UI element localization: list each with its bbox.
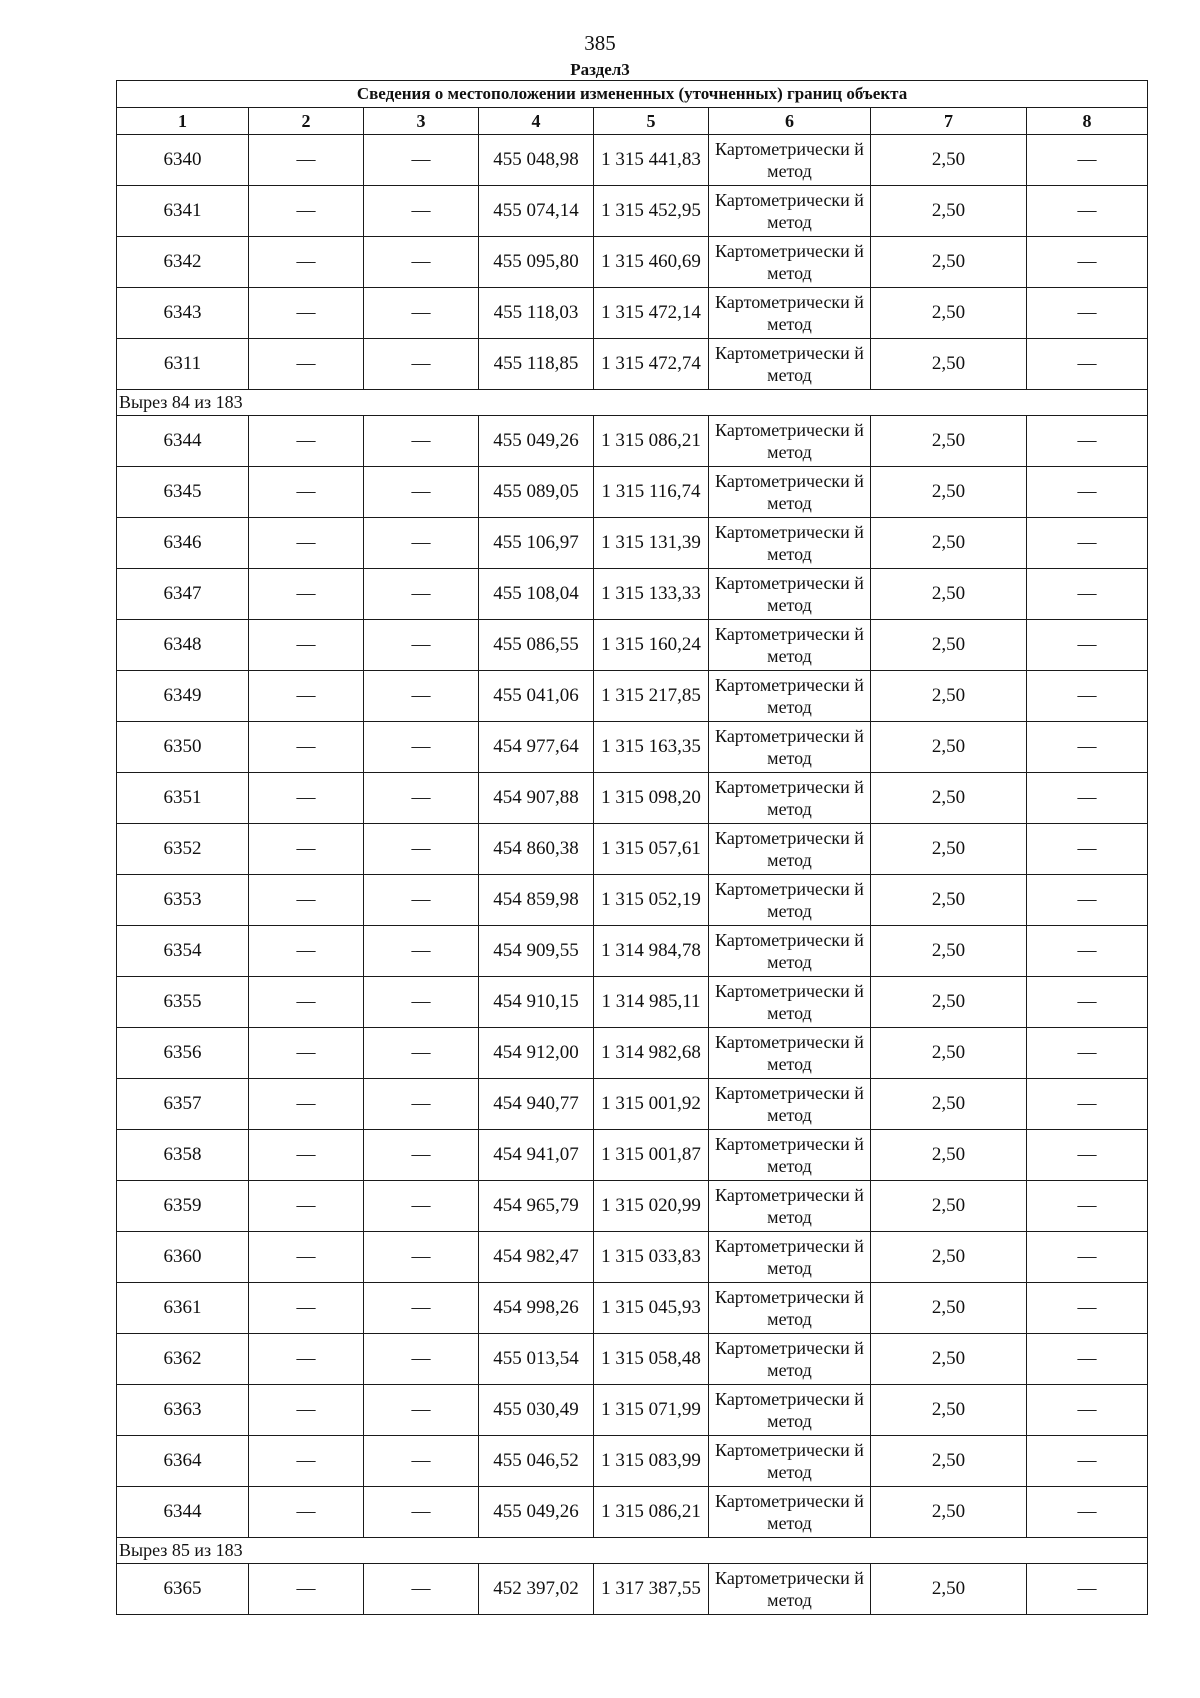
accuracy-cell: 2,50 <box>871 620 1027 671</box>
method-cell: Картометрически й метод <box>709 1028 871 1079</box>
dash-cell: — <box>364 288 479 339</box>
dash-cell: — <box>1027 1334 1148 1385</box>
column-header: 1 <box>117 108 249 135</box>
table-row <box>117 824 1148 875</box>
table-row <box>117 722 1148 773</box>
dash-cell: — <box>1027 416 1148 467</box>
dash-cell: — <box>364 620 479 671</box>
method-cell: Картометрически й метод <box>709 1436 871 1487</box>
dash-cell: — <box>364 926 479 977</box>
method-cell: Картометрически й метод <box>709 722 871 773</box>
accuracy-cell: 2,50 <box>871 1028 1027 1079</box>
dash-cell: — <box>249 288 364 339</box>
accuracy-cell: 2,50 <box>871 1334 1027 1385</box>
point-number-cell: 6342 <box>117 237 249 288</box>
method-cell: Картометрически й метод <box>709 620 871 671</box>
accuracy-cell: 2,50 <box>871 1130 1027 1181</box>
table-row <box>117 237 1148 288</box>
dash-cell: — <box>364 1079 479 1130</box>
dash-cell: — <box>364 1028 479 1079</box>
column-header: 5 <box>594 108 709 135</box>
dash-cell: — <box>364 875 479 926</box>
method-cell: Картометрически й метод <box>709 773 871 824</box>
dash-cell: — <box>364 1564 479 1615</box>
dash-cell: — <box>249 1130 364 1181</box>
y-coordinate-cell: 1 315 160,24 <box>594 620 709 671</box>
y-coordinate-cell: 1 315 001,92 <box>594 1079 709 1130</box>
table-row <box>117 773 1148 824</box>
method-cell: Картометрически й метод <box>709 671 871 722</box>
method-cell: Картометрически й метод <box>709 977 871 1028</box>
accuracy-cell: 2,50 <box>871 875 1027 926</box>
dash-cell: — <box>249 977 364 1028</box>
column-header: 6 <box>709 108 871 135</box>
dash-cell: — <box>1027 288 1148 339</box>
x-coordinate-cell: 454 907,88 <box>479 773 594 824</box>
point-number-cell: 6358 <box>117 1130 249 1181</box>
y-coordinate-cell: 1 315 133,33 <box>594 569 709 620</box>
dash-cell: — <box>249 518 364 569</box>
x-coordinate-cell: 454 860,38 <box>479 824 594 875</box>
x-coordinate-cell: 454 965,79 <box>479 1181 594 1232</box>
column-header: 8 <box>1027 108 1148 135</box>
accuracy-cell: 2,50 <box>871 237 1027 288</box>
page-number: 385 <box>584 31 616 55</box>
point-number-cell: 6356 <box>117 1028 249 1079</box>
dash-cell: — <box>249 620 364 671</box>
table-row <box>117 1564 1148 1615</box>
x-coordinate-cell: 455 049,26 <box>479 1487 594 1538</box>
x-coordinate-cell: 455 095,80 <box>479 237 594 288</box>
dash-cell: — <box>1027 569 1148 620</box>
table-body <box>117 135 1148 1615</box>
y-coordinate-cell: 1 315 052,19 <box>594 875 709 926</box>
dash-cell: — <box>1027 1181 1148 1232</box>
y-coordinate-cell: 1 315 057,61 <box>594 824 709 875</box>
segment-label: Вырез 84 из 183 <box>117 390 1148 416</box>
point-number-cell: 6346 <box>117 518 249 569</box>
table-row <box>117 1334 1148 1385</box>
column-numbers-row <box>117 108 1148 135</box>
point-number-cell: 6353 <box>117 875 249 926</box>
x-coordinate-cell: 455 013,54 <box>479 1334 594 1385</box>
table-row <box>117 1385 1148 1436</box>
dash-cell: — <box>249 773 364 824</box>
dash-cell: — <box>1027 977 1148 1028</box>
point-number-cell: 6343 <box>117 288 249 339</box>
y-coordinate-cell: 1 315 086,21 <box>594 416 709 467</box>
dash-cell: — <box>1027 1079 1148 1130</box>
section-title: Раздел3 <box>570 60 630 79</box>
dash-cell: — <box>364 1436 479 1487</box>
y-coordinate-cell: 1 315 163,35 <box>594 722 709 773</box>
dash-cell: — <box>364 518 479 569</box>
x-coordinate-cell: 454 940,77 <box>479 1079 594 1130</box>
dash-cell: — <box>364 773 479 824</box>
x-coordinate-cell: 454 910,15 <box>479 977 594 1028</box>
accuracy-cell: 2,50 <box>871 1564 1027 1615</box>
point-number-cell: 6352 <box>117 824 249 875</box>
point-number-cell: 6362 <box>117 1334 249 1385</box>
x-coordinate-cell: 454 998,26 <box>479 1283 594 1334</box>
dash-cell: — <box>1027 824 1148 875</box>
table-row <box>117 1487 1148 1538</box>
dash-cell: — <box>249 926 364 977</box>
dash-cell: — <box>364 824 479 875</box>
dash-cell: — <box>249 237 364 288</box>
dash-cell: — <box>249 1564 364 1615</box>
accuracy-cell: 2,50 <box>871 186 1027 237</box>
table-row <box>117 288 1148 339</box>
point-number-cell: 6341 <box>117 186 249 237</box>
x-coordinate-cell: 455 041,06 <box>479 671 594 722</box>
dash-cell: — <box>1027 1487 1148 1538</box>
table-row <box>117 569 1148 620</box>
dash-cell: — <box>364 722 479 773</box>
method-cell: Картометрически й метод <box>709 1283 871 1334</box>
accuracy-cell: 2,50 <box>871 773 1027 824</box>
dash-cell: — <box>249 722 364 773</box>
table-row <box>117 1232 1148 1283</box>
method-cell: Картометрически й метод <box>709 288 871 339</box>
table-row <box>117 875 1148 926</box>
method-cell: Картометрически й метод <box>709 1130 871 1181</box>
dash-cell: — <box>1027 237 1148 288</box>
dash-cell: — <box>249 671 364 722</box>
y-coordinate-cell: 1 315 441,83 <box>594 135 709 186</box>
table-row <box>117 1283 1148 1334</box>
accuracy-cell: 2,50 <box>871 135 1027 186</box>
y-coordinate-cell: 1 315 098,20 <box>594 773 709 824</box>
dash-cell: — <box>1027 1028 1148 1079</box>
dash-cell: — <box>1027 1385 1148 1436</box>
accuracy-cell: 2,50 <box>871 1283 1027 1334</box>
table-caption-row <box>117 81 1148 108</box>
table-row <box>117 1130 1148 1181</box>
point-number-cell: 6359 <box>117 1181 249 1232</box>
method-cell: Картометрически й метод <box>709 467 871 518</box>
method-cell: Картометрически й метод <box>709 135 871 186</box>
dash-cell: — <box>1027 467 1148 518</box>
accuracy-cell: 2,50 <box>871 671 1027 722</box>
table-row <box>117 1028 1148 1079</box>
y-coordinate-cell: 1 314 984,78 <box>594 926 709 977</box>
point-number-cell: 6360 <box>117 1232 249 1283</box>
method-cell: Картометрически й метод <box>709 1232 871 1283</box>
dash-cell: — <box>364 1181 479 1232</box>
y-coordinate-cell: 1 315 058,48 <box>594 1334 709 1385</box>
accuracy-cell: 2,50 <box>871 467 1027 518</box>
method-cell: Картометрически й метод <box>709 518 871 569</box>
method-cell: Картометрически й метод <box>709 824 871 875</box>
y-coordinate-cell: 1 315 083,99 <box>594 1436 709 1487</box>
dash-cell: — <box>364 467 479 518</box>
y-coordinate-cell: 1 315 472,14 <box>594 288 709 339</box>
y-coordinate-cell: 1 314 982,68 <box>594 1028 709 1079</box>
boundary-coordinates-table <box>116 80 1148 1615</box>
y-coordinate-cell: 1 315 086,21 <box>594 1487 709 1538</box>
y-coordinate-cell: 1 315 033,83 <box>594 1232 709 1283</box>
x-coordinate-cell: 455 118,03 <box>479 288 594 339</box>
dash-cell: — <box>364 1385 479 1436</box>
table-row <box>117 186 1148 237</box>
y-coordinate-cell: 1 315 071,99 <box>594 1385 709 1436</box>
method-cell: Картометрически й метод <box>709 1564 871 1615</box>
dash-cell: — <box>1027 620 1148 671</box>
point-number-cell: 6311 <box>117 339 249 390</box>
y-coordinate-cell: 1 315 452,95 <box>594 186 709 237</box>
dash-cell: — <box>249 1079 364 1130</box>
method-cell: Картометрически й метод <box>709 1334 871 1385</box>
dash-cell: — <box>249 1283 364 1334</box>
dash-cell: — <box>1027 1436 1148 1487</box>
dash-cell: — <box>249 1181 364 1232</box>
dash-cell: — <box>249 416 364 467</box>
accuracy-cell: 2,50 <box>871 977 1027 1028</box>
x-coordinate-cell: 455 074,14 <box>479 186 594 237</box>
table-row <box>117 1181 1148 1232</box>
dash-cell: — <box>1027 518 1148 569</box>
point-number-cell: 6345 <box>117 467 249 518</box>
y-coordinate-cell: 1 315 460,69 <box>594 237 709 288</box>
dash-cell: — <box>1027 186 1148 237</box>
y-coordinate-cell: 1 317 387,55 <box>594 1564 709 1615</box>
dash-cell: — <box>364 339 479 390</box>
x-coordinate-cell: 454 912,00 <box>479 1028 594 1079</box>
dash-cell: — <box>364 1232 479 1283</box>
accuracy-cell: 2,50 <box>871 569 1027 620</box>
accuracy-cell: 2,50 <box>871 339 1027 390</box>
accuracy-cell: 2,50 <box>871 1181 1027 1232</box>
dash-cell: — <box>249 1487 364 1538</box>
table-row <box>117 671 1148 722</box>
dash-cell: — <box>1027 1283 1148 1334</box>
point-number-cell: 6355 <box>117 977 249 1028</box>
y-coordinate-cell: 1 315 020,99 <box>594 1181 709 1232</box>
y-coordinate-cell: 1 315 131,39 <box>594 518 709 569</box>
dash-cell: — <box>1027 1130 1148 1181</box>
table-row <box>117 467 1148 518</box>
point-number-cell: 6354 <box>117 926 249 977</box>
table-row <box>117 977 1148 1028</box>
accuracy-cell: 2,50 <box>871 1385 1027 1436</box>
table-row <box>117 135 1148 186</box>
column-header: 7 <box>871 108 1027 135</box>
dash-cell: — <box>364 186 479 237</box>
x-coordinate-cell: 454 859,98 <box>479 875 594 926</box>
point-number-cell: 6365 <box>117 1564 249 1615</box>
dash-cell: — <box>364 416 479 467</box>
x-coordinate-cell: 455 086,55 <box>479 620 594 671</box>
dash-cell: — <box>249 1436 364 1487</box>
y-coordinate-cell: 1 315 001,87 <box>594 1130 709 1181</box>
x-coordinate-cell: 454 977,64 <box>479 722 594 773</box>
dash-cell: — <box>1027 722 1148 773</box>
dash-cell: — <box>364 671 479 722</box>
dash-cell: — <box>249 569 364 620</box>
dash-cell: — <box>1027 135 1148 186</box>
x-coordinate-cell: 455 049,26 <box>479 416 594 467</box>
accuracy-cell: 2,50 <box>871 722 1027 773</box>
dash-cell: — <box>1027 773 1148 824</box>
dash-cell: — <box>364 1283 479 1334</box>
dash-cell: — <box>1027 875 1148 926</box>
segment-label: Вырез 85 из 183 <box>117 1538 1148 1564</box>
x-coordinate-cell: 452 397,02 <box>479 1564 594 1615</box>
point-number-cell: 6344 <box>117 416 249 467</box>
method-cell: Картометрически й метод <box>709 186 871 237</box>
x-coordinate-cell: 455 108,04 <box>479 569 594 620</box>
method-cell: Картометрически й метод <box>709 1487 871 1538</box>
y-coordinate-cell: 1 315 045,93 <box>594 1283 709 1334</box>
dash-cell: — <box>249 1028 364 1079</box>
dash-cell: — <box>249 1232 364 1283</box>
accuracy-cell: 2,50 <box>871 926 1027 977</box>
point-number-cell: 6364 <box>117 1436 249 1487</box>
dash-cell: — <box>249 824 364 875</box>
dash-cell: — <box>364 237 479 288</box>
point-number-cell: 6340 <box>117 135 249 186</box>
point-number-cell: 6349 <box>117 671 249 722</box>
dash-cell: — <box>1027 1564 1148 1615</box>
method-cell: Картометрически й метод <box>709 875 871 926</box>
y-coordinate-cell: 1 315 116,74 <box>594 467 709 518</box>
dash-cell: — <box>1027 339 1148 390</box>
method-cell: Картометрически й метод <box>709 1079 871 1130</box>
x-coordinate-cell: 455 118,85 <box>479 339 594 390</box>
column-header: 4 <box>479 108 594 135</box>
point-number-cell: 6351 <box>117 773 249 824</box>
dash-cell: — <box>249 467 364 518</box>
x-coordinate-cell: 455 089,05 <box>479 467 594 518</box>
dash-cell: — <box>364 1487 479 1538</box>
y-coordinate-cell: 1 314 985,11 <box>594 977 709 1028</box>
accuracy-cell: 2,50 <box>871 416 1027 467</box>
x-coordinate-cell: 454 941,07 <box>479 1130 594 1181</box>
x-coordinate-cell: 455 046,52 <box>479 1436 594 1487</box>
column-header: 3 <box>364 108 479 135</box>
y-coordinate-cell: 1 315 217,85 <box>594 671 709 722</box>
x-coordinate-cell: 454 982,47 <box>479 1232 594 1283</box>
point-number-cell: 6350 <box>117 722 249 773</box>
accuracy-cell: 2,50 <box>871 1436 1027 1487</box>
x-coordinate-cell: 455 048,98 <box>479 135 594 186</box>
table-caption: Сведения о местоположении измененных (уточненных) границ объекта <box>117 81 1148 108</box>
table-row <box>117 339 1148 390</box>
y-coordinate-cell: 1 315 472,74 <box>594 339 709 390</box>
method-cell: Картометрически й метод <box>709 926 871 977</box>
x-coordinate-cell: 455 106,97 <box>479 518 594 569</box>
dash-cell: — <box>249 1385 364 1436</box>
dash-cell: — <box>1027 926 1148 977</box>
point-number-cell: 6347 <box>117 569 249 620</box>
dash-cell: — <box>249 186 364 237</box>
x-coordinate-cell: 454 909,55 <box>479 926 594 977</box>
table-row <box>117 416 1148 467</box>
accuracy-cell: 2,50 <box>871 1487 1027 1538</box>
point-number-cell: 6348 <box>117 620 249 671</box>
accuracy-cell: 2,50 <box>871 824 1027 875</box>
dash-cell: — <box>364 1334 479 1385</box>
point-number-cell: 6363 <box>117 1385 249 1436</box>
table-row <box>117 1436 1148 1487</box>
table-row <box>117 926 1148 977</box>
dash-cell: — <box>249 1334 364 1385</box>
dash-cell: — <box>364 1130 479 1181</box>
x-coordinate-cell: 455 030,49 <box>479 1385 594 1436</box>
accuracy-cell: 2,50 <box>871 518 1027 569</box>
dash-cell: — <box>249 135 364 186</box>
table-row <box>117 1079 1148 1130</box>
point-number-cell: 6344 <box>117 1487 249 1538</box>
method-cell: Картометрически й метод <box>709 569 871 620</box>
dash-cell: — <box>364 569 479 620</box>
dash-cell: — <box>1027 1232 1148 1283</box>
method-cell: Картометрически й метод <box>709 1181 871 1232</box>
accuracy-cell: 2,50 <box>871 1232 1027 1283</box>
dash-cell: — <box>364 977 479 1028</box>
table-row <box>117 518 1148 569</box>
point-number-cell: 6357 <box>117 1079 249 1130</box>
method-cell: Картометрически й метод <box>709 416 871 467</box>
method-cell: Картометрически й метод <box>709 339 871 390</box>
dash-cell: — <box>1027 671 1148 722</box>
dash-cell: — <box>249 875 364 926</box>
dash-cell: — <box>364 135 479 186</box>
accuracy-cell: 2,50 <box>871 288 1027 339</box>
method-cell: Картометрически й метод <box>709 237 871 288</box>
method-cell: Картометрически й метод <box>709 1385 871 1436</box>
accuracy-cell: 2,50 <box>871 1079 1027 1130</box>
point-number-cell: 6361 <box>117 1283 249 1334</box>
segment-row <box>117 1538 1148 1564</box>
column-header: 2 <box>249 108 364 135</box>
dash-cell: — <box>249 339 364 390</box>
segment-row <box>117 390 1148 416</box>
table-row <box>117 620 1148 671</box>
